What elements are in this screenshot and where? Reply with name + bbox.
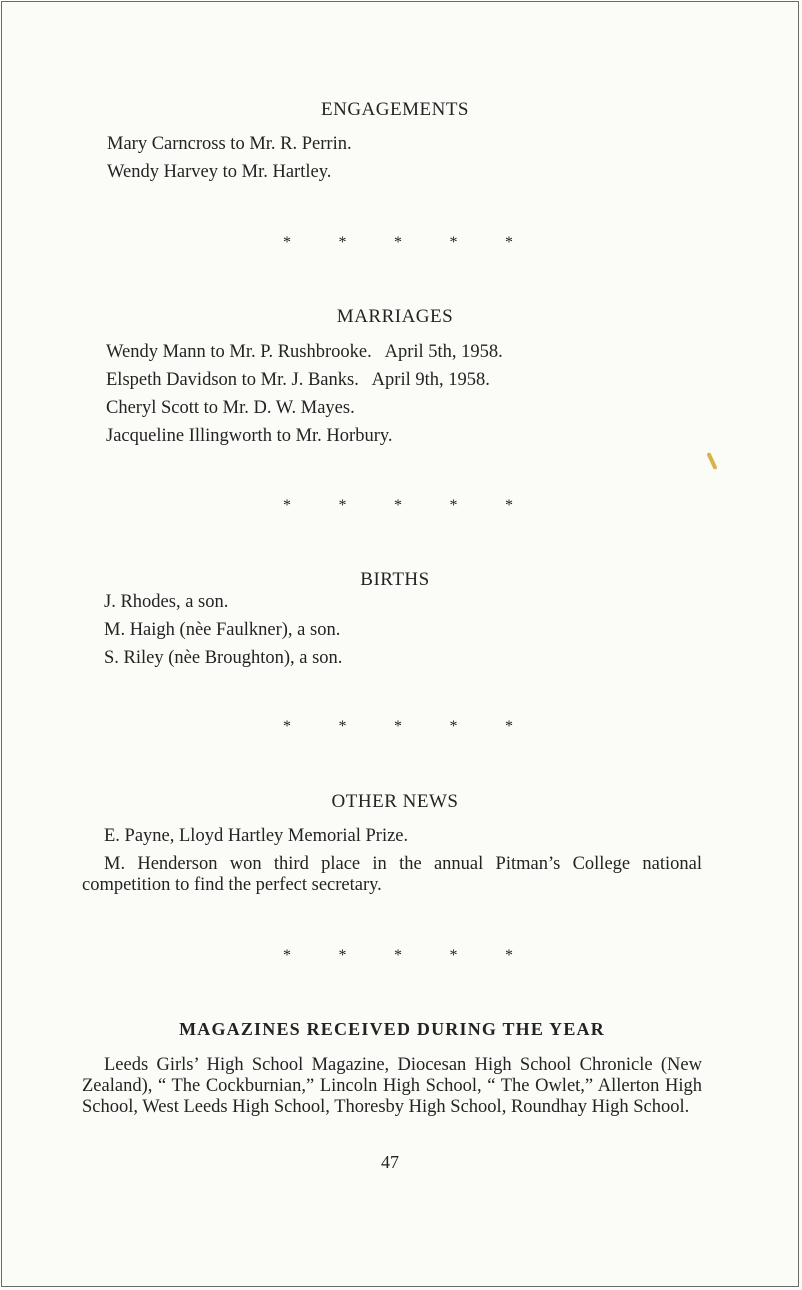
- separator-star: *: [505, 947, 513, 964]
- birth-item: S. Riley (nèe Broughton), a son.: [104, 648, 343, 668]
- marriage-item: Elspeth Davidson to Mr. J. Banks. April 9th, 1958.: [106, 370, 490, 390]
- section-separator: [283, 497, 513, 515]
- section-separator: [283, 718, 513, 736]
- news-item: M. Henderson won third place in the annual Pitman’s College national competition to find the perfect secretary.: [82, 854, 702, 895]
- section-separator: [283, 234, 513, 252]
- other-news-heading: OTHER NEWS: [331, 791, 459, 812]
- page-number: 47: [381, 1152, 399, 1172]
- separator-star: *: [338, 234, 347, 251]
- engagement-item: Mary Carncross to Mr. R. Perrin.: [107, 134, 352, 154]
- engagements-heading: ENGAGEMENTS: [321, 99, 469, 120]
- separator-star: *: [394, 947, 402, 964]
- engagement-item: Wendy Harvey to Mr. Hartley.: [107, 162, 332, 182]
- separator-star: *: [505, 718, 513, 735]
- marriage-item: Jacqueline Illingworth to Mr. Horbury.: [106, 426, 393, 446]
- marriages-heading: MARRIAGES: [336, 306, 454, 327]
- separator-star: *: [505, 497, 513, 514]
- separator-star: *: [505, 234, 513, 251]
- births-heading: BIRTHS: [360, 569, 430, 590]
- separator-star: *: [283, 234, 291, 251]
- birth-item: J. Rhodes, a son.: [104, 592, 229, 612]
- separator-star: *: [338, 497, 347, 514]
- marriage-item: Wendy Mann to Mr. P. Rushbrooke. April 5th, 1958.: [106, 342, 503, 362]
- news-item: E. Payne, Lloyd Hartley Memorial Prize.: [104, 826, 409, 846]
- separator-star: *: [449, 947, 458, 964]
- separator-star: *: [283, 718, 291, 735]
- magazines-text: Leeds Girls’ High School Magazine, Diocesan High School Chronicle (New Zealand), “ The Cockburnian,” Lincoln High School, “ The Owlet,” Allerton High School, West Leeds High School, Thoresby High School, Roundhay High School.: [82, 1055, 702, 1117]
- birth-item: M. Haigh (nèe Faulkner), a son.: [104, 620, 341, 640]
- separator-star: *: [449, 718, 458, 735]
- separator-star: *: [394, 497, 402, 514]
- separator-star: *: [338, 947, 347, 964]
- separator-star: *: [283, 497, 291, 514]
- separator-star: *: [394, 718, 402, 735]
- separator-star: *: [394, 234, 402, 251]
- marriage-item: Cheryl Scott to Mr. D. W. Mayes.: [106, 398, 355, 418]
- separator-star: *: [449, 234, 458, 251]
- section-separator: [283, 947, 513, 965]
- magazines-heading: MAGAZINES RECEIVED DURING THE YEAR: [179, 1019, 605, 1039]
- separator-star: *: [338, 718, 347, 735]
- separator-star: *: [449, 497, 458, 514]
- separator-star: *: [283, 947, 291, 964]
